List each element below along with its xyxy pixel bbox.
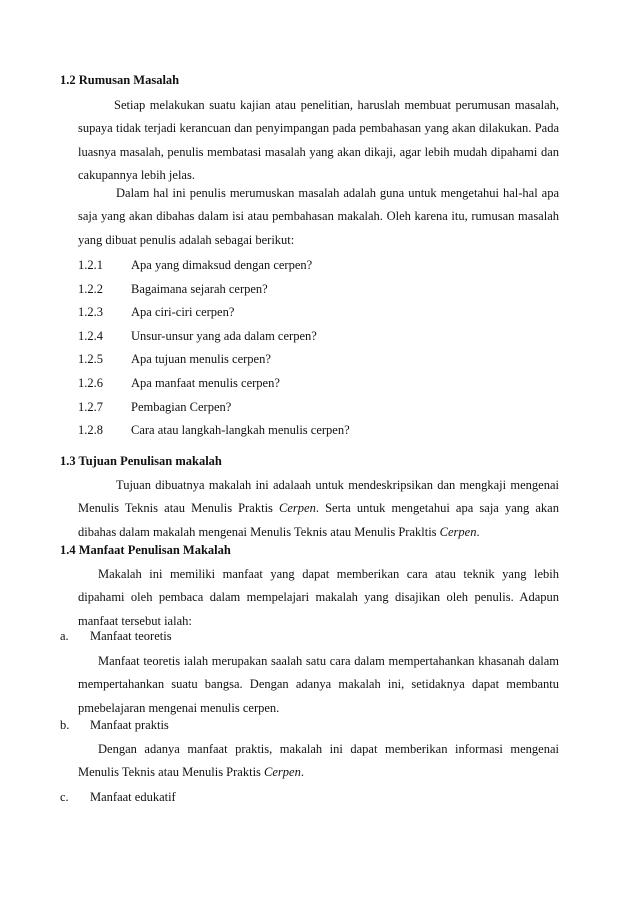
list-item-text: Apa tujuan menulis cerpen? <box>131 352 271 367</box>
list-item-number: 1.2.4 <box>78 328 103 343</box>
list-letter: a. <box>60 629 69 643</box>
list-item <box>78 419 350 443</box>
paragraph-rumusan-1-text: Setiap melakukan suatu kajian atau penelitian, haruslah membuat perumusan masalah, supaya tidak terjadi kerancuan dan penyimpangan pada pembahasan yang akan dilakukan. Pada luasnya masalah, penulis membatasi masalah yang akan dikaji, agar lebih mudah dipahami dan cakupannya lebih jelas. <box>78 98 559 183</box>
paragraph-tujuan-text-c: . <box>476 524 480 539</box>
manfaat-edukatif-title: Manfaat edukatif <box>90 790 176 804</box>
list-item-number: 1.2.6 <box>78 375 103 390</box>
list-item-text: Unsur-unsur yang ada dalam cerpen? <box>131 328 317 343</box>
paragraph-manfaat-praktis-text-a: Dengan adanya manfaat praktis, makalah ini dapat memberikan informasi mengenai Menulis Teknis atau Menulis Praktis <box>78 742 559 780</box>
section-heading-rumusan-masalah: 1.2 Rumusan Masalah <box>60 73 180 87</box>
list-item <box>78 301 350 325</box>
list-item-number: 1.2.7 <box>78 399 103 414</box>
section-heading-tujuan: 1.3 Tujuan Penulisan makalah <box>60 454 222 468</box>
paragraph-tujuan-emphasis-2: Cerpen <box>439 524 477 539</box>
manfaat-teoretis-label <box>60 629 172 644</box>
paragraph-manfaat-praktis-text-c: . <box>300 765 304 780</box>
list-item <box>78 396 350 420</box>
list-item <box>78 372 350 396</box>
list-item-text: Cara atau langkah-langkah menulis cerpen? <box>131 423 350 438</box>
list-item-number: 1.2.3 <box>78 305 103 320</box>
paragraph-manfaat-intro-text: Makalah ini memiliki manfaat yang dapat memberikan cara atau teknik yang lebih dipahami oleh pembaca dalam mempelajari makalah yang disajikan oleh penulis. Adapun manfaat tersebut ialah: <box>78 567 559 628</box>
paragraph-tujuan-emphasis-1: Cerpen <box>279 501 316 516</box>
paragraph-tujuan-text-b: . Serta untuk mengetahui apa saja yang akan dibahas dalam makalah mengenai Menulis Teknis atau Menulis Prakltis <box>78 501 559 539</box>
list-item <box>78 278 350 302</box>
manfaat-edukatif-label <box>60 790 176 805</box>
paragraph-tujuan-text-a: Tujuan dibuatnya makalah ini adalaah untuk mendeskripsikan dan mengkaji mengenai Menulis Teknis atau Menulis Praktis <box>78 478 559 516</box>
list-item-text: Apa ciri-ciri cerpen? <box>131 305 235 320</box>
list-item-number: 1.2.1 <box>78 258 103 272</box>
paragraph-manfaat-intro <box>78 563 559 633</box>
list-item-text: Pembagian Cerpen? <box>131 399 232 414</box>
list-item-text: Apa manfaat menulis cerpen? <box>131 375 280 390</box>
list-item-text: Bagaimana sejarah cerpen? <box>131 281 268 296</box>
list-item <box>78 348 350 372</box>
paragraph-rumusan-1 <box>78 94 559 188</box>
paragraph-rumusan-2 <box>78 182 559 252</box>
paragraph-manfaat-teoretis-text: Manfaat teoretis ialah merupakan saalah satu cara dalam mempertahankan khasanah dalam mempertahankan suatu bangsa. Dengan adanya makalah ini, setidaknya dapat membantu pmebelajaran mengenai menulis cerpen. <box>78 654 559 715</box>
paragraph-tujuan <box>78 474 559 544</box>
paragraph-rumusan-2-text: Dalam hal ini penulis merumuskan masalah adalah guna untuk mengetahui hal-hal apa saja yang akan dibahas dalam isi atau pembahasan makalah. Oleh karena itu, rumusan masalah yang dibuat penulis adalah sebagai berikut: <box>78 186 559 247</box>
manfaat-teoretis-title: Manfaat teoretis <box>90 629 172 643</box>
section-heading-manfaat: 1.4 Manfaat Penulisan Makalah <box>60 543 231 557</box>
list-item-number: 1.2.2 <box>78 281 103 296</box>
list-item-number: 1.2.5 <box>78 352 103 367</box>
list-letter: b. <box>60 718 70 732</box>
list-item <box>78 325 350 349</box>
list-item-number: 1.2.8 <box>78 423 103 438</box>
list-item <box>78 254 350 278</box>
list-letter: c. <box>60 790 69 804</box>
manfaat-praktis-label <box>60 718 169 733</box>
list-item-text: Apa yang dimaksud dengan cerpen? <box>131 258 313 272</box>
paragraph-manfaat-praktis <box>78 738 559 785</box>
rumusan-list <box>78 254 350 443</box>
manfaat-praktis-title: Manfaat praktis <box>90 718 169 732</box>
paragraph-manfaat-praktis-emphasis: Cerpen <box>264 765 301 780</box>
paragraph-manfaat-teoretis <box>78 650 559 720</box>
